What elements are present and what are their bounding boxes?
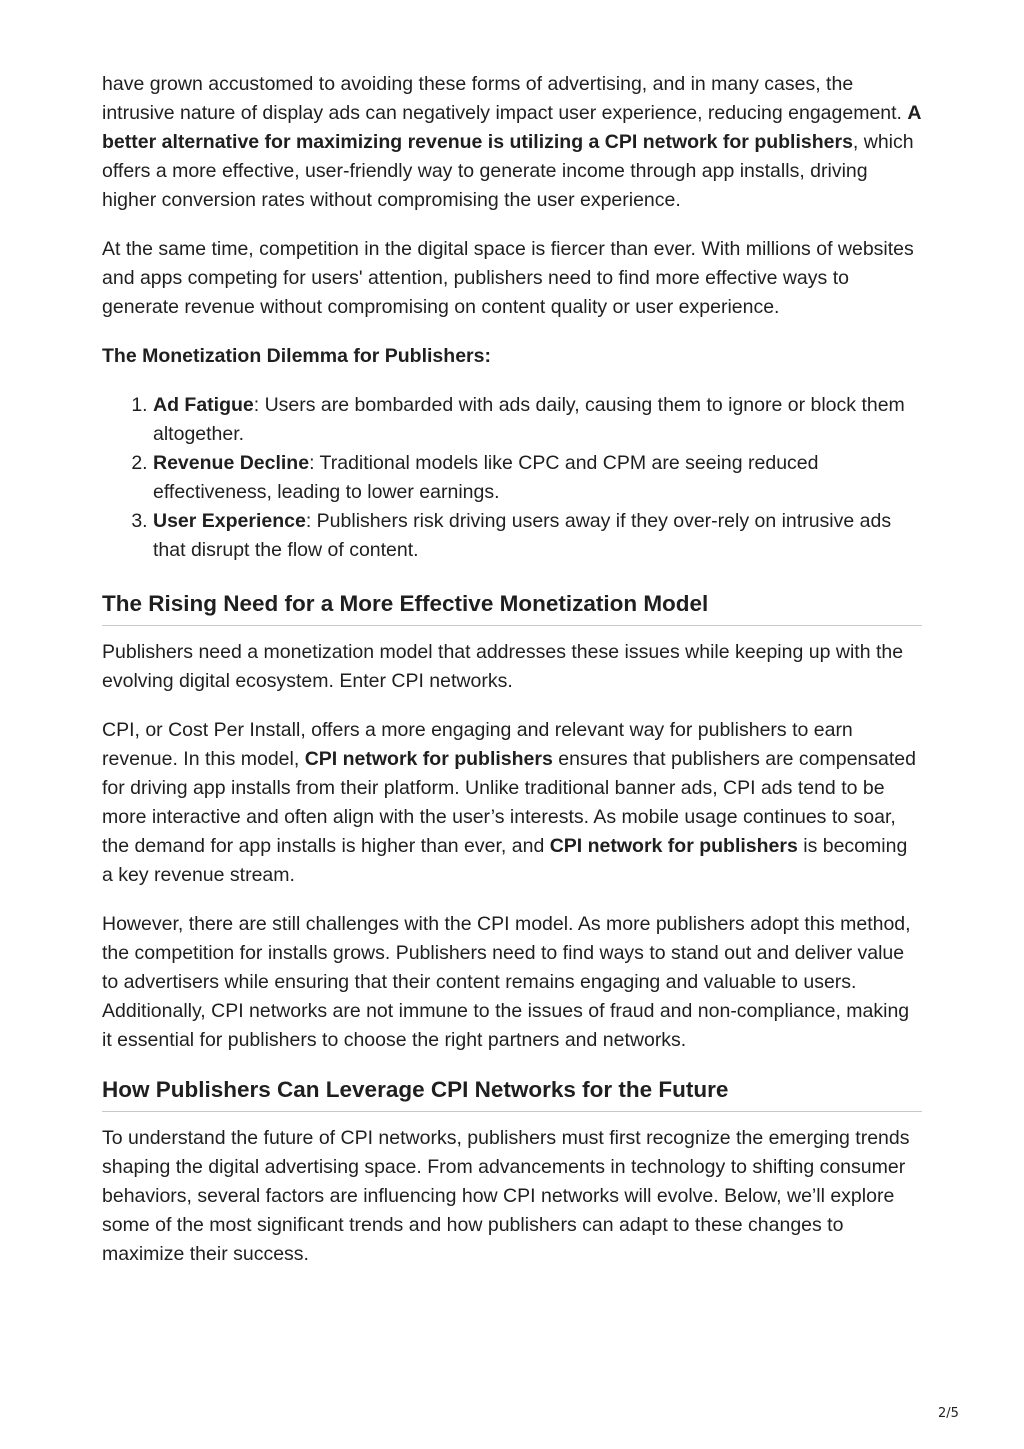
intro-bold-text: A better alternative for maximizing revenue is utilizing a CPI network for publishers — [102, 102, 921, 153]
intro-text-2: , which offers a more effective, user-friendly way to generate income through app installs, driving higher conversion rates without compromising the user experience. — [102, 131, 914, 211]
section1-text-1: CPI, or Cost Per Install, offers a more engaging and relevant way for publishers to earn revenue. In this model, — [102, 719, 853, 770]
section-heading-rising-need: The Rising Need for a More Effective Monetization Model — [102, 589, 922, 626]
dilemma-list — [102, 391, 922, 565]
document-page — [102, 70, 922, 1289]
list-item — [153, 449, 922, 507]
section1-paragraph-3: However, there are still challenges with the CPI model. As more publishers adopt this method, the competition for installs grows. Publishers need to find ways to stand out and deliver value to advertisers while ensuring that their content remains engaging and valuable to users. Additionally, CPI networks are not immune to the issues of fraud and non-compliance, making it essential for publishers to choose the right partners and networks. — [102, 913, 911, 1051]
intro-paragraph — [102, 70, 922, 215]
list-item-text: : Users are bombarded with ads daily, causing them to ignore or block them altogether. — [153, 394, 905, 445]
list-item — [153, 507, 922, 565]
section-heading-leverage: How Publishers Can Leverage CPI Networks for the Future — [102, 1075, 922, 1112]
section1-bold-1: CPI network for publishers — [304, 748, 553, 770]
list-item — [153, 391, 922, 449]
page-number: 2/5 — [938, 1406, 959, 1421]
section1-paragraph-1: Publishers need a monetization model that addresses these issues while keeping up with the evolving digital ecosystem. Enter CPI networks. — [102, 641, 904, 692]
list-item-term: Revenue Decline — [153, 452, 310, 474]
competition-paragraph: At the same time, competition in the digital space is fiercer than ever. With millions of websites and apps competing for users' attention, publishers need to find more effective ways to generate revenue without compromising on content quality or user experience. — [102, 238, 914, 318]
list-item-term: Ad Fatigue — [153, 394, 254, 416]
list-item-term: User Experience — [153, 510, 306, 532]
section1-text-3: is becoming a key revenue stream. — [102, 835, 908, 886]
section1-text-2: ensures that publishers are compensated for driving app installs from their platform. Unlike traditional banner ads, CPI ads tend to be more interactive and often align with the user’s interests. As mobile usage continues to soar, the demand for app installs is higher than ever, and — [102, 748, 916, 857]
section1-bold-2: CPI network for publishers — [549, 835, 798, 857]
dilemma-heading: The Monetization Dilemma for Publishers: — [102, 345, 491, 367]
section2-paragraph-1: To understand the future of CPI networks, publishers must first recognize the emerging trends shaping the digital advertising space. From advancements in technology to shifting consumer behaviors, several factors are influencing how CPI networks will evolve. Below, we’ll explore some of the most significant trends and how publishers can adapt to these changes to maximize their success. — [102, 1127, 910, 1265]
list-item-text: : Publishers risk driving users away if they over-rely on intrusive ads that disrupt the flow of content. — [153, 510, 892, 561]
section1-paragraph-2 — [102, 716, 922, 890]
list-item-text: : Traditional models like CPC and CPM are seeing reduced effectiveness, leading to lower earnings. — [153, 452, 819, 503]
intro-text-1: have grown accustomed to avoiding these forms of advertising, and in many cases, the intrusive nature of display ads can negatively impact user experience, reducing engagement. — [102, 73, 908, 124]
